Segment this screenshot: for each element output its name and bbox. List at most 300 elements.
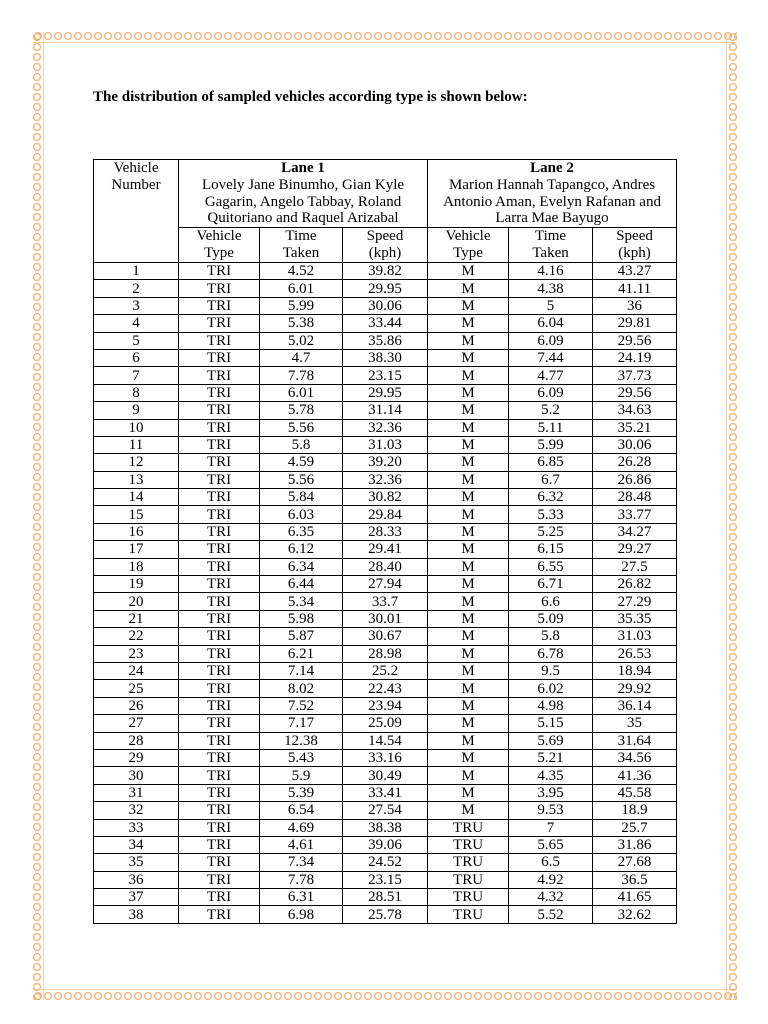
table-row bbox=[94, 593, 677, 610]
lane-1-speed-cell: 30.01 bbox=[343, 610, 428, 627]
vehicle-number-cell: 14 bbox=[94, 489, 179, 506]
table-row bbox=[94, 402, 677, 419]
lane-2-time-taken-cell: 5.8 bbox=[509, 628, 593, 645]
lane-2-speed-cell: 18.94 bbox=[593, 662, 677, 679]
lane-2-speed-cell: 29.81 bbox=[593, 315, 677, 332]
lane-2-vehicle-type-cell: M bbox=[428, 471, 509, 488]
lane-2-vehicle-type-cell: TRU bbox=[428, 906, 509, 923]
lane-2-speed-cell: 32.62 bbox=[593, 906, 677, 923]
lane-2-vehicle-type-cell: M bbox=[428, 610, 509, 627]
table-subheader-row bbox=[94, 228, 677, 263]
table-row bbox=[94, 489, 677, 506]
lane-1-time-taken-cell: 5.38 bbox=[260, 315, 343, 332]
table-row bbox=[94, 610, 677, 627]
lane-1-time-taken-cell: 4.7 bbox=[260, 349, 343, 366]
lane-1-speed-cell: 24.52 bbox=[343, 854, 428, 871]
lane-1-time-taken-cell: 5.99 bbox=[260, 297, 343, 314]
vehicle-number-cell: 16 bbox=[94, 523, 179, 540]
lane-1-vehicle-type-cell: TRI bbox=[179, 889, 260, 906]
lane-1-vehicle-type-cell: TRI bbox=[179, 767, 260, 784]
lane-2-vehicle-type-cell: M bbox=[428, 419, 509, 436]
lane-1-speed-cell: 39.20 bbox=[343, 454, 428, 471]
table-row bbox=[94, 819, 677, 836]
lane-2-vehicle-type-cell: M bbox=[428, 454, 509, 471]
lane-2-speed-cell: 41.11 bbox=[593, 280, 677, 297]
page-heading: The distribution of sampled vehicles according type is shown below: bbox=[93, 89, 528, 105]
lane-1-speed-cell: 31.14 bbox=[343, 402, 428, 419]
lane-1-speed-cell: 29.95 bbox=[343, 384, 428, 401]
lane-1-vehicle-type-cell: TRI bbox=[179, 871, 260, 888]
subheader-line: Time bbox=[285, 228, 317, 244]
lane-2-time-taken-cell: 9.5 bbox=[509, 662, 593, 679]
lane-2-speed-cell: 27.68 bbox=[593, 854, 677, 871]
lane-2-speed-cell: 37.73 bbox=[593, 367, 677, 384]
lane-2-vehicle-type-cell: M bbox=[428, 315, 509, 332]
lane-2-header bbox=[428, 160, 677, 228]
lane-2-vehicle-type-cell: M bbox=[428, 732, 509, 749]
vehicle-number-header-line: Number bbox=[111, 176, 161, 193]
lane-2-time-taken-cell: 3.95 bbox=[509, 784, 593, 801]
lane-2-vehicle-type-cell: M bbox=[428, 645, 509, 662]
lane-2-vehicle-type-cell: TRU bbox=[428, 871, 509, 888]
lane-1-speed-cell: 28.51 bbox=[343, 889, 428, 906]
table-row bbox=[94, 732, 677, 749]
lane-1-members-line: Quitoriano and Raquel Arizabal bbox=[207, 210, 399, 227]
lane-1-speed-cell: 25.78 bbox=[343, 906, 428, 923]
table-row bbox=[94, 541, 677, 558]
lane-2-speed-cell: 35.21 bbox=[593, 419, 677, 436]
lane-2-vehicle-type-cell: M bbox=[428, 697, 509, 714]
table-row bbox=[94, 506, 677, 523]
lane-1-speed-cell: 28.40 bbox=[343, 558, 428, 575]
vehicle-number-cell: 26 bbox=[94, 697, 179, 714]
lane-1-time-taken-cell: 5.8 bbox=[260, 436, 343, 453]
lane-2-time-taken-cell: 5.25 bbox=[509, 523, 593, 540]
table-row bbox=[94, 471, 677, 488]
lane-1-speed-cell: 39.82 bbox=[343, 263, 428, 280]
vehicle-number-cell: 38 bbox=[94, 906, 179, 923]
lane-2-time-taken-cell: 7.44 bbox=[509, 349, 593, 366]
lane-2-vehicle-type-cell: M bbox=[428, 349, 509, 366]
lane-2-speed-cell: 41.65 bbox=[593, 889, 677, 906]
table-row bbox=[94, 367, 677, 384]
lane-1-speed-cell: 39.06 bbox=[343, 836, 428, 853]
lane-1-time-taken-cell: 4.61 bbox=[260, 836, 343, 853]
lane-1-time-taken-cell: 6.12 bbox=[260, 541, 343, 558]
lane-1-speed-cell: 29.41 bbox=[343, 541, 428, 558]
lane-1-time-taken-cell: 6.31 bbox=[260, 889, 343, 906]
lane-2-time-taken-cell: 4.35 bbox=[509, 767, 593, 784]
lane-1-time-taken-cell: 6.98 bbox=[260, 906, 343, 923]
lane-1-time-taken-cell: 6.01 bbox=[260, 280, 343, 297]
table-row bbox=[94, 889, 677, 906]
lane-2-vehicle-type-cell: M bbox=[428, 263, 509, 280]
lane-2-time-taken-cell: 4.98 bbox=[509, 697, 593, 714]
lane-1-vehicle-type-cell: TRI bbox=[179, 593, 260, 610]
lane-1-vehicle-type-cell: TRI bbox=[179, 610, 260, 627]
lane-1-vehicle-type-cell: TRI bbox=[179, 523, 260, 540]
vehicle-number-cell: 15 bbox=[94, 506, 179, 523]
lane-1-time-taken-cell: 6.35 bbox=[260, 523, 343, 540]
lane-2-time-taken-cell: 4.92 bbox=[509, 871, 593, 888]
subheader-line: (kph) bbox=[618, 244, 651, 261]
lane-1-vehicle-type-cell: TRI bbox=[179, 402, 260, 419]
vehicle-number-cell: 3 bbox=[94, 297, 179, 314]
subheader-line: Vehicle bbox=[196, 228, 242, 244]
lane-2-time-taken-cell: 6.7 bbox=[509, 471, 593, 488]
lane-1-time-taken-header bbox=[260, 228, 343, 263]
lane-1-header bbox=[179, 160, 428, 228]
lane-1-time-taken-cell: 5.39 bbox=[260, 784, 343, 801]
table-row bbox=[94, 662, 677, 679]
lane-2-speed-cell: 36 bbox=[593, 297, 677, 314]
vehicle-number-cell: 18 bbox=[94, 558, 179, 575]
vehicle-number-cell: 12 bbox=[94, 454, 179, 471]
lane-1-vehicle-type-header bbox=[179, 228, 260, 263]
lane-1-speed-cell: 28.98 bbox=[343, 645, 428, 662]
vehicle-number-cell: 24 bbox=[94, 662, 179, 679]
lane-1-speed-cell: 27.94 bbox=[343, 576, 428, 593]
vehicle-number-cell: 27 bbox=[94, 715, 179, 732]
lane-2-speed-cell: 26.86 bbox=[593, 471, 677, 488]
lane-2-speed-cell: 30.06 bbox=[593, 436, 677, 453]
lane-1-time-taken-cell: 7.78 bbox=[260, 367, 343, 384]
lane-1-title: Lane 1 bbox=[281, 160, 325, 176]
lane-2-time-taken-cell: 6.78 bbox=[509, 645, 593, 662]
lane-1-vehicle-type-cell: TRI bbox=[179, 297, 260, 314]
table-row bbox=[94, 749, 677, 766]
lane-2-vehicle-type-cell: TRU bbox=[428, 819, 509, 836]
vehicle-number-cell: 32 bbox=[94, 802, 179, 819]
lane-2-vehicle-type-cell: M bbox=[428, 541, 509, 558]
lane-2-speed-cell: 36.5 bbox=[593, 871, 677, 888]
lane-1-vehicle-type-cell: TRI bbox=[179, 436, 260, 453]
lane-2-speed-cell: 26.53 bbox=[593, 645, 677, 662]
subheader-line: Time bbox=[534, 228, 567, 244]
table-row bbox=[94, 836, 677, 853]
table-row bbox=[94, 576, 677, 593]
lane-1-speed-cell: 33.16 bbox=[343, 749, 428, 766]
lane-2-speed-cell: 31.03 bbox=[593, 628, 677, 645]
lane-2-time-taken-cell: 4.38 bbox=[509, 280, 593, 297]
lane-2-speed-cell: 35 bbox=[593, 715, 677, 732]
subheader-line: Type bbox=[204, 244, 234, 261]
lane-1-time-taken-cell: 6.34 bbox=[260, 558, 343, 575]
lane-1-vehicle-type-cell: TRI bbox=[179, 332, 260, 349]
lane-2-vehicle-type-cell: M bbox=[428, 297, 509, 314]
lane-2-time-taken-cell: 5.99 bbox=[509, 436, 593, 453]
lane-1-vehicle-type-cell: TRI bbox=[179, 906, 260, 923]
vehicle-number-cell: 35 bbox=[94, 854, 179, 871]
table-row bbox=[94, 871, 677, 888]
lane-1-time-taken-cell: 4.69 bbox=[260, 819, 343, 836]
lane-1-time-taken-cell: 7.34 bbox=[260, 854, 343, 871]
lane-1-time-taken-cell: 6.21 bbox=[260, 645, 343, 662]
lane-1-speed-cell: 22.43 bbox=[343, 680, 428, 697]
lane-2-members-line: Larra Mae Bayugo bbox=[495, 210, 609, 227]
table-row bbox=[94, 454, 677, 471]
lane-2-time-taken-cell: 5.09 bbox=[509, 610, 593, 627]
lane-1-speed-cell: 31.03 bbox=[343, 436, 428, 453]
lane-1-members-line: Gagarin, Angelo Tabbay, Roland bbox=[204, 193, 402, 210]
vehicle-number-cell: 2 bbox=[94, 280, 179, 297]
vehicle-number-header bbox=[94, 160, 179, 263]
lane-2-vehicle-type-cell: M bbox=[428, 402, 509, 419]
lane-2-time-taken-cell: 5.65 bbox=[509, 836, 593, 853]
lane-2-time-taken-cell: 5.11 bbox=[509, 419, 593, 436]
table-row bbox=[94, 680, 677, 697]
lane-2-speed-cell: 28.48 bbox=[593, 489, 677, 506]
lane-1-vehicle-type-cell: TRI bbox=[179, 680, 260, 697]
page-border-right bbox=[725, 32, 737, 1000]
lane-1-vehicle-type-cell: TRI bbox=[179, 749, 260, 766]
lane-2-time-taken-cell: 5.52 bbox=[509, 906, 593, 923]
vehicle-number-cell: 29 bbox=[94, 749, 179, 766]
lane-2-members-line: Marion Hannah Tapangco, Andres bbox=[448, 176, 656, 193]
lane-1-time-taken-cell: 5.56 bbox=[260, 471, 343, 488]
lane-2-speed-cell: 35.35 bbox=[593, 610, 677, 627]
lane-1-time-taken-cell: 5.98 bbox=[260, 610, 343, 627]
lane-2-time-taken-cell: 4.32 bbox=[509, 889, 593, 906]
lane-1-speed-cell: 28.33 bbox=[343, 523, 428, 540]
table-row bbox=[94, 436, 677, 453]
lane-1-time-taken-cell: 5.84 bbox=[260, 489, 343, 506]
lane-2-vehicle-type-cell: M bbox=[428, 662, 509, 679]
lane-2-time-taken-cell: 5.69 bbox=[509, 732, 593, 749]
lane-1-speed-cell: 38.30 bbox=[343, 349, 428, 366]
lane-2-speed-cell: 26.82 bbox=[593, 576, 677, 593]
vehicle-distribution-table bbox=[93, 159, 677, 924]
lane-1-speed-cell: 32.36 bbox=[343, 471, 428, 488]
vehicle-number-cell: 9 bbox=[94, 402, 179, 419]
lane-2-time-taken-cell: 5.33 bbox=[509, 506, 593, 523]
lane-1-speed-cell: 38.38 bbox=[343, 819, 428, 836]
table-row bbox=[94, 628, 677, 645]
lane-2-vehicle-type-cell: M bbox=[428, 436, 509, 453]
lane-1-time-taken-cell: 6.01 bbox=[260, 384, 343, 401]
lane-1-vehicle-type-cell: TRI bbox=[179, 280, 260, 297]
lane-1-vehicle-type-cell: TRI bbox=[179, 558, 260, 575]
lane-2-speed-cell: 29.92 bbox=[593, 680, 677, 697]
lane-1-time-taken-cell: 7.52 bbox=[260, 697, 343, 714]
lane-2-time-taken-cell: 6.71 bbox=[509, 576, 593, 593]
lane-1-time-taken-cell: 5.34 bbox=[260, 593, 343, 610]
table-row bbox=[94, 906, 677, 923]
vehicle-number-cell: 4 bbox=[94, 315, 179, 332]
subheader-line: Type bbox=[453, 244, 483, 261]
lane-2-speed-cell: 27.29 bbox=[593, 593, 677, 610]
lane-2-vehicle-type-cell: TRU bbox=[428, 889, 509, 906]
lane-1-time-taken-cell: 7.17 bbox=[260, 715, 343, 732]
lane-2-vehicle-type-cell: M bbox=[428, 280, 509, 297]
table-row bbox=[94, 419, 677, 436]
vehicle-number-header-line: Vehicle bbox=[113, 160, 159, 176]
lane-2-time-taken-cell: 6.5 bbox=[509, 854, 593, 871]
table-row bbox=[94, 349, 677, 366]
lane-2-vehicle-type-cell: M bbox=[428, 628, 509, 645]
lane-2-time-taken-cell: 6.04 bbox=[509, 315, 593, 332]
lane-1-speed-header bbox=[343, 228, 428, 263]
vehicle-number-cell: 31 bbox=[94, 784, 179, 801]
lane-1-speed-cell: 33.44 bbox=[343, 315, 428, 332]
table-row bbox=[94, 315, 677, 332]
subheader-line: Speed bbox=[616, 228, 653, 244]
vehicle-number-cell: 10 bbox=[94, 419, 179, 436]
lane-1-vehicle-type-cell: TRI bbox=[179, 662, 260, 679]
lane-2-time-taken-cell: 6.32 bbox=[509, 489, 593, 506]
lane-2-vehicle-type-cell: M bbox=[428, 749, 509, 766]
vehicle-number-cell: 19 bbox=[94, 576, 179, 593]
table-row bbox=[94, 523, 677, 540]
vehicle-number-cell: 25 bbox=[94, 680, 179, 697]
lane-1-vehicle-type-cell: TRI bbox=[179, 541, 260, 558]
lane-1-time-taken-cell: 7.14 bbox=[260, 662, 343, 679]
lane-2-time-taken-cell: 6.85 bbox=[509, 454, 593, 471]
lane-2-vehicle-type-cell: TRU bbox=[428, 836, 509, 853]
vehicle-number-cell: 34 bbox=[94, 836, 179, 853]
lane-1-speed-cell: 30.06 bbox=[343, 297, 428, 314]
lane-2-speed-cell: 34.63 bbox=[593, 402, 677, 419]
vehicle-number-cell: 33 bbox=[94, 819, 179, 836]
lane-1-speed-cell: 33.7 bbox=[343, 593, 428, 610]
lane-1-vehicle-type-cell: TRI bbox=[179, 854, 260, 871]
lane-2-members-line: Antonio Aman, Evelyn Rafanan and bbox=[443, 193, 661, 210]
subheader-line: Speed bbox=[366, 228, 404, 244]
lane-1-vehicle-type-cell: TRI bbox=[179, 836, 260, 853]
lane-1-vehicle-type-cell: TRI bbox=[179, 697, 260, 714]
table-row bbox=[94, 715, 677, 732]
lane-1-time-taken-cell: 5.43 bbox=[260, 749, 343, 766]
lane-1-vehicle-type-cell: TRI bbox=[179, 349, 260, 366]
vehicle-number-cell: 11 bbox=[94, 436, 179, 453]
lane-1-time-taken-cell: 4.52 bbox=[260, 263, 343, 280]
vehicle-number-cell: 23 bbox=[94, 645, 179, 662]
lane-2-time-taken-cell: 4.16 bbox=[509, 263, 593, 280]
lane-1-vehicle-type-cell: TRI bbox=[179, 471, 260, 488]
lane-2-speed-cell: 29.56 bbox=[593, 332, 677, 349]
lane-1-time-taken-cell: 5.9 bbox=[260, 767, 343, 784]
lane-2-vehicle-type-cell: M bbox=[428, 593, 509, 610]
lane-1-speed-cell: 14.54 bbox=[343, 732, 428, 749]
lane-2-speed-cell: 18.9 bbox=[593, 802, 677, 819]
lane-2-time-taken-cell: 6.55 bbox=[509, 558, 593, 575]
lane-1-time-taken-cell: 6.03 bbox=[260, 506, 343, 523]
lane-2-speed-cell: 45.58 bbox=[593, 784, 677, 801]
lane-2-vehicle-type-cell: M bbox=[428, 489, 509, 506]
lane-1-vehicle-type-cell: TRI bbox=[179, 784, 260, 801]
lane-2-speed-cell: 27.5 bbox=[593, 558, 677, 575]
lane-2-vehicle-type-cell: M bbox=[428, 384, 509, 401]
lane-1-vehicle-type-cell: TRI bbox=[179, 732, 260, 749]
lane-1-vehicle-type-cell: TRI bbox=[179, 576, 260, 593]
lane-1-speed-cell: 30.67 bbox=[343, 628, 428, 645]
lane-2-title: Lane 2 bbox=[530, 160, 574, 176]
lane-2-time-taken-cell: 6.15 bbox=[509, 541, 593, 558]
vehicle-number-cell: 8 bbox=[94, 384, 179, 401]
lane-2-speed-header bbox=[593, 228, 677, 263]
lane-1-speed-cell: 30.49 bbox=[343, 767, 428, 784]
lane-1-vehicle-type-cell: TRI bbox=[179, 367, 260, 384]
lane-2-speed-cell: 31.86 bbox=[593, 836, 677, 853]
vehicle-number-cell: 36 bbox=[94, 871, 179, 888]
lane-1-time-taken-cell: 4.59 bbox=[260, 454, 343, 471]
table-row bbox=[94, 332, 677, 349]
lane-2-vehicle-type-cell: M bbox=[428, 558, 509, 575]
lane-1-time-taken-cell: 7.78 bbox=[260, 871, 343, 888]
lane-2-vehicle-type-cell: M bbox=[428, 715, 509, 732]
lane-2-time-taken-cell: 5.15 bbox=[509, 715, 593, 732]
lane-2-vehicle-type-cell: M bbox=[428, 506, 509, 523]
lane-2-time-taken-cell: 5.2 bbox=[509, 402, 593, 419]
lane-2-vehicle-type-cell: M bbox=[428, 576, 509, 593]
lane-1-time-taken-cell: 12.38 bbox=[260, 732, 343, 749]
lane-2-time-taken-cell: 5 bbox=[509, 297, 593, 314]
lane-2-speed-cell: 36.14 bbox=[593, 697, 677, 714]
table-row bbox=[94, 263, 677, 280]
vehicle-number-cell: 13 bbox=[94, 471, 179, 488]
lane-1-time-taken-cell: 8.02 bbox=[260, 680, 343, 697]
lane-2-vehicle-type-cell: M bbox=[428, 367, 509, 384]
lane-2-vehicle-type-cell: M bbox=[428, 767, 509, 784]
page-border-left bbox=[33, 32, 45, 1000]
lane-1-speed-cell: 32.36 bbox=[343, 419, 428, 436]
table-row bbox=[94, 384, 677, 401]
lane-2-time-taken-cell: 6.09 bbox=[509, 384, 593, 401]
lane-1-speed-cell: 29.95 bbox=[343, 280, 428, 297]
lane-2-time-taken-cell: 4.77 bbox=[509, 367, 593, 384]
lane-1-vehicle-type-cell: TRI bbox=[179, 645, 260, 662]
lane-1-vehicle-type-cell: TRI bbox=[179, 489, 260, 506]
lane-2-time-taken-cell: 9.53 bbox=[509, 802, 593, 819]
lane-1-speed-cell: 29.84 bbox=[343, 506, 428, 523]
lane-1-time-taken-cell: 5.78 bbox=[260, 402, 343, 419]
lane-2-speed-cell: 33.77 bbox=[593, 506, 677, 523]
table-row bbox=[94, 558, 677, 575]
lane-2-speed-cell: 34.27 bbox=[593, 523, 677, 540]
table-row bbox=[94, 854, 677, 871]
lane-2-time-taken-cell: 6.02 bbox=[509, 680, 593, 697]
vehicle-number-cell: 6 bbox=[94, 349, 179, 366]
vehicle-number-cell: 17 bbox=[94, 541, 179, 558]
lane-2-time-taken-header bbox=[509, 228, 593, 263]
lane-2-speed-cell: 43.27 bbox=[593, 263, 677, 280]
subheader-line: Taken bbox=[532, 244, 569, 261]
lane-1-speed-cell: 35.86 bbox=[343, 332, 428, 349]
lane-1-speed-cell: 23.15 bbox=[343, 367, 428, 384]
lane-2-vehicle-type-cell: M bbox=[428, 332, 509, 349]
table-row bbox=[94, 784, 677, 801]
lane-1-time-taken-cell: 6.54 bbox=[260, 802, 343, 819]
lane-2-speed-cell: 29.27 bbox=[593, 541, 677, 558]
lane-1-speed-cell: 23.15 bbox=[343, 871, 428, 888]
lane-1-vehicle-type-cell: TRI bbox=[179, 819, 260, 836]
lane-1-vehicle-type-cell: TRI bbox=[179, 263, 260, 280]
lane-1-vehicle-type-cell: TRI bbox=[179, 454, 260, 471]
lane-1-vehicle-type-cell: TRI bbox=[179, 506, 260, 523]
lane-1-speed-cell: 23.94 bbox=[343, 697, 428, 714]
lane-2-speed-cell: 26.28 bbox=[593, 454, 677, 471]
vehicle-number-cell: 1 bbox=[94, 263, 179, 280]
lane-1-time-taken-cell: 6.44 bbox=[260, 576, 343, 593]
lane-2-speed-cell: 41.36 bbox=[593, 767, 677, 784]
vehicle-number-cell: 30 bbox=[94, 767, 179, 784]
lane-2-vehicle-type-cell: TRU bbox=[428, 854, 509, 871]
lane-2-speed-cell: 34.56 bbox=[593, 749, 677, 766]
lane-2-vehicle-type-cell: M bbox=[428, 802, 509, 819]
lane-1-vehicle-type-cell: TRI bbox=[179, 419, 260, 436]
table-body bbox=[94, 263, 677, 924]
lane-1-members-line: Lovely Jane Binumho, Gian Kyle bbox=[201, 176, 405, 193]
